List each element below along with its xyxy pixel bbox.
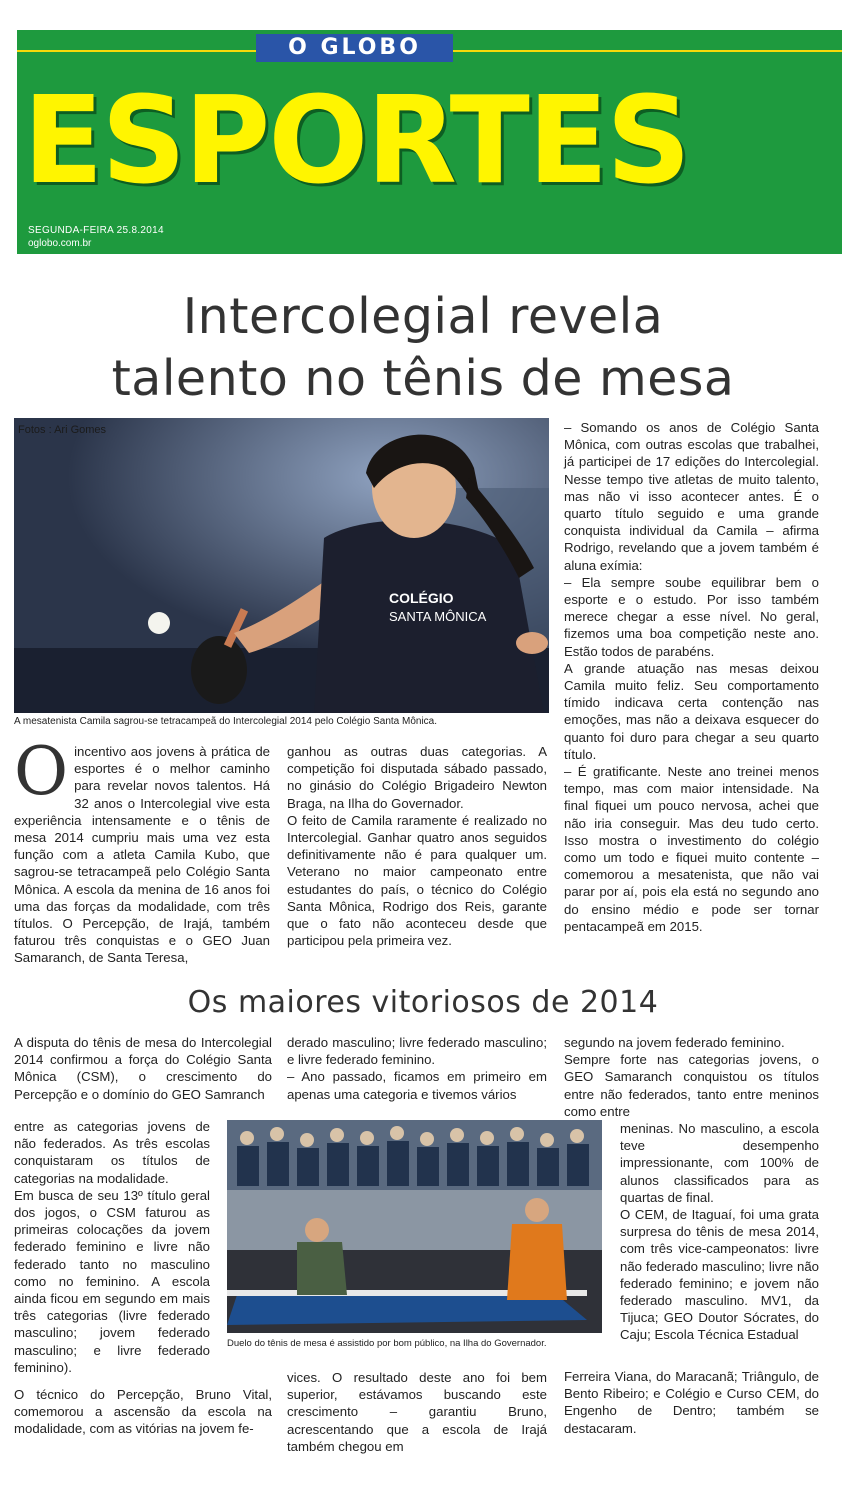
photo-camila: [14, 418, 549, 713]
photo-caption-2: Duelo do tênis de mesa é assistido por bom público, na Ilha do Governador.: [227, 1338, 547, 1349]
headline-line-2: talento no tênis de mesa: [111, 350, 735, 407]
article2-column-1a: [14, 1034, 272, 1103]
paragraph: – Ela sempre soube equilibrar bem o esporte e o estudo. Por isso também merece chegar a esse nível. No geral, fizemos uma boa competição neste ano. Estão todos de parabéns.: [564, 574, 819, 659]
headline-line-1: Intercolegial revela: [182, 288, 664, 345]
shirt-logo: COLÉGIO: [389, 590, 454, 606]
paragraph: O técnico do Percepção, Bruno Vital, comemorou a ascensão da escola na modalidade, com as vitórias na jovem fe-: [14, 1387, 272, 1437]
article2-column-3a: [564, 1034, 819, 1120]
masthead: [17, 30, 842, 254]
paragraph: A disputa do tênis de mesa do Intercolegial 2014 confirmou a força do Colégio Santa Mônica (CSM), o crescimento do Percepção e o domínio do GEO Samranch: [14, 1035, 272, 1102]
article1-column-1: [14, 733, 270, 967]
paragraph: O feito de Camila raramente é realizado no Intercolegial. Ganhar quatro anos seguidos definitivamente não é para qualquer um. Veterano no maior campeonato entre estudantes do país, o técnico do Colégio Santa Mônica, Rodrigo dos Reis, garante que o fato não aconteceu desde que participou pela primeira vez.: [287, 812, 547, 949]
photo-match: [227, 1120, 602, 1333]
shirt-logo-line2: SANTA MÔNICA: [389, 609, 487, 624]
article1-column-3: [564, 419, 819, 935]
article2-column-3b: [620, 1120, 819, 1344]
photo-camila-illustration: [14, 418, 549, 713]
paragraph: meninas. No masculino, a escola teve desempenho impressionante, com 100% de alunos classificados para as quartas de final.: [620, 1121, 819, 1205]
photo-match-illustration: [227, 1120, 602, 1333]
paragraph: O CEM, de Itaguaí, foi uma grata surpresa do tênis de mesa 2014, com três vice-campeonatos: livre não federado masculino; livre não federado feminino; e jovem não federado masculino. MV1, da Tijuca; GEO Doutor Sócrates, do Caju; Escola Técnica Estadual: [620, 1207, 819, 1343]
article2-column-1b: [14, 1118, 210, 1376]
paragraph: entre as categorias jovens de não federados. As três escolas conquistaram os títulos de categorias na modalidade.: [14, 1119, 210, 1186]
article2-column-3d: [564, 1368, 819, 1437]
article2-column-1c: [14, 1386, 272, 1438]
paragraph: – Somando os anos de Colégio Santa Mônica, com outras escolas que trabalhei, já participei de 17 edições do Intercolegial. Nesse tempo tive atletas de muito talento, mas não vi isso acontecer antes. É o quarto título seguido e uma grande conquista individual da Camila – afirma Rodrigo, revelando que a jovem também é aluna exímia:: [564, 420, 819, 573]
photo-caption-1: A mesatenista Camila sagrou-se tetracampeã do Intercolegial 2014 pelo Colégio Santa Mônica.: [14, 716, 438, 727]
section-title: ESPORTES: [23, 72, 690, 211]
paragraph: Em busca de seu 13º título geral dos jogos, o CSM faturou as primeiras colocações da jovem federado feminino e livre não federado tanto no masculino como no feminino. A escola ainda ficou em segundo em mais três categorias (livre federado masculino; jovem federado masculino; e livre federado feminino).: [14, 1187, 210, 1375]
photo-credit: Fotos : Ari Gomes: [18, 424, 107, 436]
paragraph: Ferreira Viana, do Maracanã; Triângulo, de Bento Ribeiro; e Colégio e Curso CEM, do Engenho de Dentro; também se destacaram.: [564, 1369, 819, 1436]
subheading: Os maiores vitoriosos de 2014: [187, 985, 659, 1020]
paragraph: derado masculino; livre federado masculino; e livre federado feminino.: [287, 1035, 547, 1068]
edition-date: SEGUNDA-FEIRA 25.8.2014: [28, 225, 164, 236]
article1-column-2: [287, 743, 547, 949]
paragraph: vices. O resultado deste ano foi bem superior, estávamos buscando este crescimento – garantiu Bruno, acrescentando que a escola de Irajá também chegou em: [287, 1370, 547, 1454]
site-url: oglobo.com.br: [28, 238, 92, 249]
paragraph: A grande atuação nas mesas deixou Camila muito feliz. Seu comportamento tímido indicava certa contenção nas emoções, mas não a deixava esquecer do quanto foi duro para chegar a seu quarto título.: [564, 660, 819, 762]
article1-col1-text: incentivo aos jovens à prática de esportes é o melhor caminho para revelar novos talentos. Há 32 anos o Intercolegial vive esta experiência intensamente e o tênis de mesa 2014 cumpriu mais uma vez esta função com a atleta Camila Kubo, que sagrou-se tetracampeã pelo Colégio Santa Mônica. A escola da menina de 16 anos foi uma das forças da modalidade, com três títulos. O Percepção, de Irajá, também faturou três conquistas e o GEO Juan Samaranch, de Santa Teresa,: [14, 744, 270, 966]
article2-column-2a: [287, 1034, 547, 1103]
paragraph: – Ano passado, ficamos em primeiro em apenas uma categoria e tivemos vários: [287, 1069, 547, 1102]
paragraph: segundo na jovem federado feminino.: [564, 1035, 785, 1050]
paragraph: ganhou as outras duas categorias. A competição foi disputada sábado passado, no ginásio do Colégio Brigadeiro Newton Braga, na Ilha do Governador.: [287, 744, 547, 811]
paragraph: Sempre forte nas categorias jovens, o GEO Samaranch conquistou os títulos entre não federados, tanto entre meninos como entre: [564, 1052, 819, 1119]
paragraph: – É gratificante. Neste ano treinei menos tempo, mas com maior intensidade. Na final fiquei um pouco nervosa, achei que não iria conseguir. Mas deu tudo certo. Isso mostra o investimento do colégio como um todo e fiquei muito contente – comemorou a mesatenista, que não vai parar por aí, pois ela está no segundo ano do ensino médio e pode ser tornar pentacampeã em 2015.: [564, 764, 819, 934]
brand-logo: O GLOBO: [256, 34, 453, 62]
article2-column-2b: [287, 1369, 547, 1455]
drop-cap: O: [14, 733, 69, 810]
